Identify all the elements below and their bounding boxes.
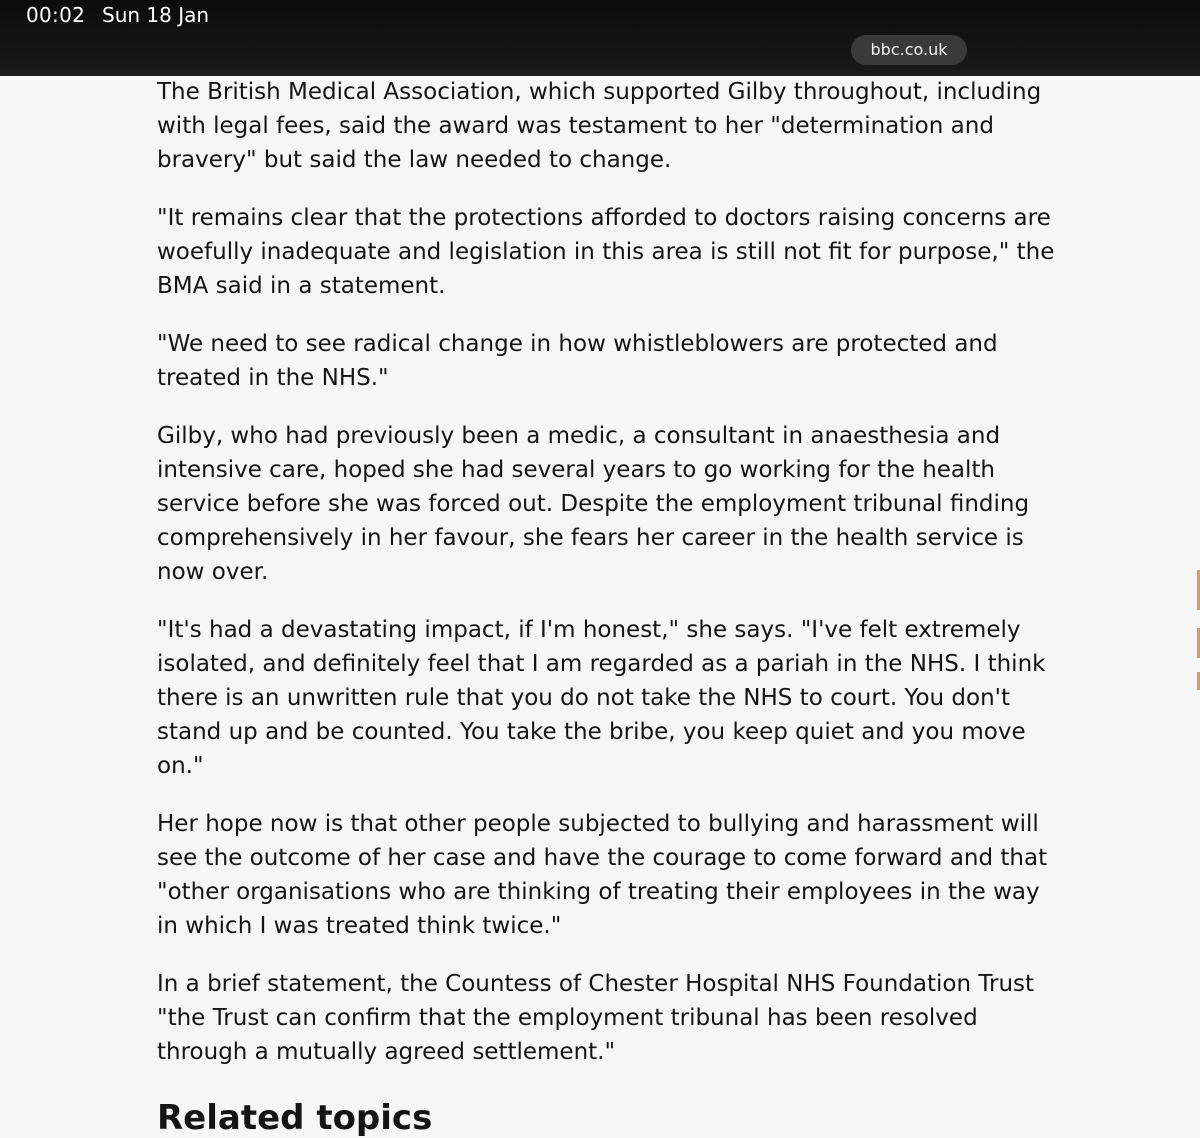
article-paragraph: "It remains clear that the protections afforded to doctors raising concerns are woefully inadequate and legislation in this area is still not fit for purpose," the BMA said in a statement. <box>157 205 1055 299</box>
status-date: Sun 18 Jan <box>102 3 210 27</box>
status-bar <box>0 0 1200 76</box>
article-body <box>157 76 1057 1093</box>
article-paragraph: "We need to see radical change in how whistleblowers are protected and treated in the NHS." <box>157 331 998 391</box>
article-paragraph: Gilby, who had previously been a medic, a consultant in anaesthesia and intensive care, hoped she had several years to go working for the health service before she was forced out. Despite the employment tribunal finding comprehensively in her favour, she fears her career in the health service is now over. <box>157 423 1030 585</box>
status-time: 00:02 <box>26 3 86 27</box>
article-paragraph: "It's had a devastating impact, if I'm honest," she says. "I've felt extremely isolated, and definitely feel that I am regarded as a pariah in the NHS. I think there is an unwritten rule that you do not take the NHS to court. You don't stand up and be counted. You take the bribe, you keep quiet and you move on." <box>157 617 1046 779</box>
related-topics-heading: Related topics <box>157 1098 433 1138</box>
page-edge-decoration <box>1196 570 1200 690</box>
article-paragraph: The British Medical Association, which supported Gilby throughout, including with legal fees, said the award was testament to her "determination and bravery" but said the law needed to change. <box>157 79 1042 173</box>
article-paragraph: Her hope now is that other people subjected to bullying and harassment will see the outcome of her case and have the courage to come forward and that "other organisations who are thinking of treating their employees in the way in which I was treated think twice." <box>157 811 1048 939</box>
url-bar[interactable]: bbc.co.uk <box>851 35 967 65</box>
article-paragraph: In a brief statement, the Countess of Chester Hospital NHS Foundation Trust "the Trust can confirm that the employment tribunal has been resolved through a mutually agreed settlement." <box>157 971 1035 1065</box>
